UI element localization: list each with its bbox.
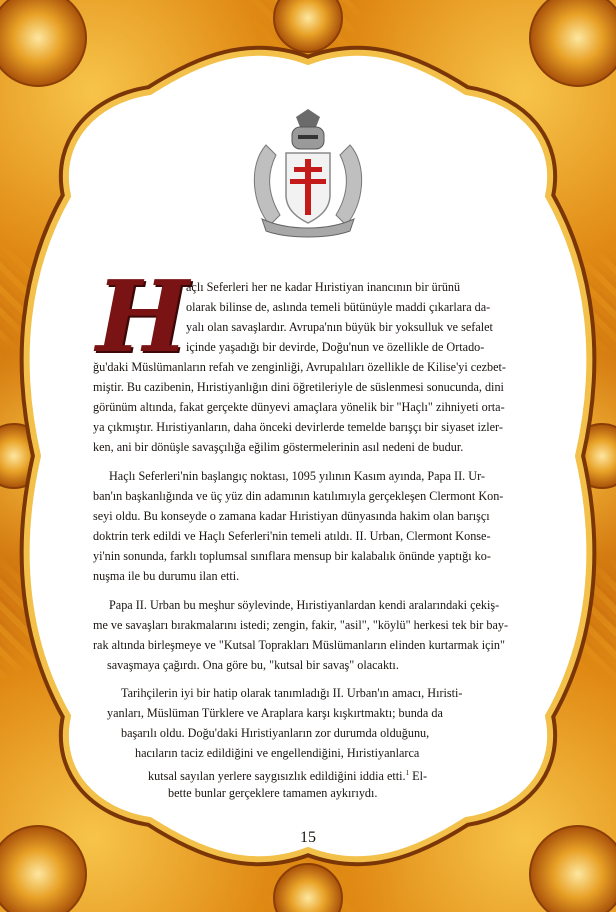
text-line: seyi oldu. Bu konseyde o zamana kadar Hıristiyan dünyasında hakim olan barışçı	[93, 509, 490, 523]
text-line: Haçlı Seferleri'nin başlangıç noktası, 1095 yılının Kasım ayında, Papa II. Ur-	[109, 469, 485, 483]
text-line: başarılı oldu. Doğu'daki Hıristiyanların zor durumda olduğunu,	[121, 726, 430, 740]
text-line: Tarihçilerin iyi bir hatip olarak tanımladığı II. Urban'ın amacı, Hıristi-	[121, 686, 463, 700]
text-line-tail: El-	[409, 769, 428, 784]
text-line: olarak bilinse de, aslında temeli bütünüyle maddi çıkarlara da-	[186, 300, 491, 314]
text-line: açlı Seferleri her ne kadar Hıristiyan inancının bir ürünü	[186, 280, 461, 294]
page-number: 15	[300, 829, 316, 846]
text-line: rak altında birleşmeye ve "Kutsal Toprakları Müslümanların elinden kurtarmak için"	[93, 638, 505, 652]
text-line: me ve savaşları bırakmalarını istedi; zengin, fakir, "asil", "köylü" herkesi tek bir bay-	[93, 618, 509, 632]
footnote-marker: 1	[405, 769, 410, 777]
text-line: ğu'daki Müslümanların refah ve zenginliği, Avrupalıları özellikle de Kilise'yi cezbet-	[93, 360, 506, 374]
text-line: yalı olan savaşlardır. Avrupa'nın büyük bir yoksulluk ve sefalet	[186, 320, 493, 334]
text-line: içinde yaşadığı bir devirde, Doğu'nun ve özellikle de Ortado-	[186, 340, 485, 354]
text-line: yanları, Müslüman Türklere ve Araplara karşı kışkırtmaktı; bunda da	[107, 706, 443, 720]
text-line: ban'ın başkanlığında ve üç yüz din adamının katılımıyla gerçekleşen Clermont Kon-	[93, 489, 504, 503]
text-line: nuşma ile bu durumu ilan etti.	[93, 569, 240, 583]
text-line: miştir. Bu cazibenin, Hıristiyanlığın dini öğretileriyle de süslenmesi sonucunda, dini	[93, 380, 504, 394]
text-line: Papa II. Urban bu meşhur söylevinde, Hıristiyanlardan kendi aralarındaki çekiş-	[109, 598, 500, 612]
drop-cap-letter: H	[96, 260, 189, 375]
text-line: hacıların taciz edildiğini ve engellendiğini, Hıristiyanlarca	[135, 746, 420, 760]
text-line: bette bunlar gerçeklere tamamen aykırıydı.	[168, 786, 378, 800]
text-line: doktrin terk edildi ve Haçlı Seferleri'nin temeli atıldı. II. Urban, Clermont Konse-	[93, 529, 491, 543]
text-line-body: kutsal sayılan yerlere saygısızlık edildiğini iddia etti.	[148, 769, 406, 784]
text-line: savaşmaya çağırdı. Ona göre bu, "kutsal bir savaş" olacaktı.	[107, 658, 399, 672]
text-line: ya çıkmıştır. Hıristiyanların, daha önceki devirlerde temelde barışçı bir siyaset izler-	[93, 420, 503, 434]
text-line: yi'nin sonunda, farklı toplumsal sınıflara mensup bir kalabalık önünde yaptığı ko-	[93, 549, 491, 563]
text-line: ken, ani bir dönüşle savaşçılığa eğilim göstermelerinin asıl nedeni de budur.	[93, 440, 464, 454]
text-line: görünüm altında, fakat gerçekte dünyevi amaçlara yönelik bir "Haçlı" zihniyeti orta-	[93, 400, 505, 414]
